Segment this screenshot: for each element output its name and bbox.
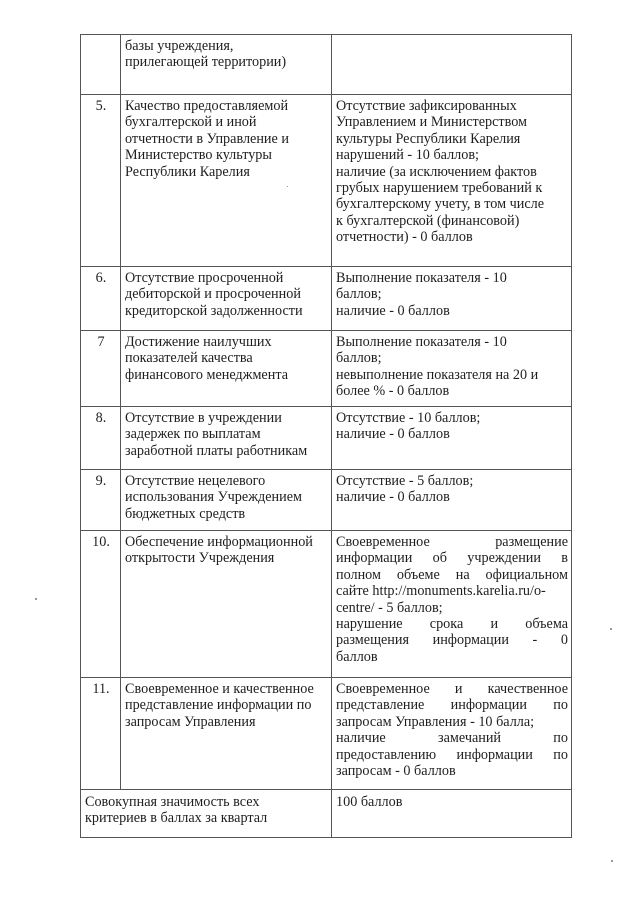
criterion-value-line: нарушений - 10 баллов;	[336, 147, 479, 164]
total-value-cell	[332, 790, 572, 838]
scan-speck	[610, 628, 612, 630]
criterion-value-line: наличие (за исключением фактов	[336, 163, 537, 180]
table-row	[81, 95, 572, 267]
criterion-name-line: отчетности в Управление и	[125, 130, 289, 147]
criterion-name-line: использования Учреждением	[125, 489, 302, 506]
criterion-value-line: предоставлению информации по	[336, 746, 568, 763]
criterion-name-cell	[121, 331, 332, 407]
criterion-value-cell	[332, 407, 572, 470]
criterion-name-line: запросам Управления	[125, 713, 256, 730]
table-row	[81, 470, 572, 531]
criterion-name-line: Отсутствие в учреждении	[125, 410, 282, 426]
criterion-value-line: Выполнение показателя - 10	[336, 334, 507, 350]
criterion-value-line: бухгалтерскому учету, в том числе	[336, 196, 545, 213]
criterion-name-cell	[121, 470, 332, 531]
criterion-name-line: представление информации по	[125, 697, 312, 714]
criterion-name-line: заработной платы работникам	[125, 442, 308, 459]
criterion-name-cell	[121, 678, 332, 790]
criterion-value-line: отчетности) - 0 баллов	[336, 229, 473, 246]
criterion-name-cell	[121, 35, 332, 95]
criterion-value-cell	[332, 267, 572, 331]
criterion-name-line: кредиторской задолженности	[125, 302, 303, 319]
criterion-name-line: Своевременное и качественное	[125, 681, 314, 697]
criterion-value-line: наличие замечаний по	[336, 730, 568, 747]
table-row	[81, 267, 572, 331]
criterion-value-line: невыполнение показателя на 20 и	[336, 366, 539, 383]
criterion-value-line: более % - 0 баллов	[336, 383, 450, 400]
total-label-line: Совокупная значимость всех	[85, 794, 260, 810]
scan-speck	[611, 860, 613, 862]
criterion-value-line: баллов;	[336, 350, 382, 367]
criterion-name-line: дебиторской и просроченной	[125, 286, 301, 303]
criterion-name-line: Отсутствие просроченной	[125, 270, 284, 286]
criterion-value-line: Отсутствие - 5 баллов;	[336, 473, 474, 489]
criterion-value-line: полном объеме на официальном	[336, 566, 568, 583]
row-number-cell	[81, 35, 121, 95]
scan-speck	[287, 186, 288, 187]
criterion-name-line: Отсутствие нецелевого	[125, 473, 266, 489]
criterion-name-line: бюджетных средств	[125, 505, 246, 522]
criterion-name-line: показателей качества	[125, 350, 253, 367]
criterion-value-line: Своевременное размещение	[336, 534, 568, 550]
row-number-cell: 11.	[81, 678, 121, 790]
criterion-value-line: сайте http://monuments.karelia.ru/o-	[336, 583, 546, 600]
criterion-value-line: запросам Управления - 10 балла;	[336, 713, 535, 730]
criterion-name-cell	[121, 531, 332, 678]
criterion-name-line: бухгалтерской и иной	[125, 114, 257, 131]
total-label-line: критериев в баллах за квартал	[85, 810, 268, 827]
criterion-name-line: Качество предоставляемой	[125, 98, 289, 114]
criterion-name-cell	[121, 95, 332, 267]
criterion-value-line: наличие - 0 баллов	[336, 302, 450, 319]
criterion-value-line: нарушение срока и объема	[336, 616, 568, 633]
criterion-value-line: баллов;	[336, 286, 382, 303]
row-number-cell: 5.	[81, 95, 121, 267]
criterion-value-line: Отсутствие зафиксированных	[336, 98, 517, 114]
criterion-name-line: задержек по выплатам	[125, 426, 261, 443]
total-value: 100 баллов	[336, 794, 403, 810]
criterion-value-line: наличие - 0 баллов	[336, 489, 450, 506]
criterion-value-line: centre/ - 5 баллов;	[336, 599, 443, 616]
criterion-value-line: культуры Республики Карелия	[336, 130, 521, 147]
criterion-value-cell	[332, 95, 572, 267]
criterion-value-line: грубых нарушением требований к	[336, 180, 543, 197]
criterion-value-line: размещения информации - 0	[336, 632, 568, 649]
criterion-name-line: базы учреждения,	[125, 38, 234, 54]
criterion-value-line: наличие - 0 баллов	[336, 426, 450, 443]
row-number-cell: 6.	[81, 267, 121, 331]
criterion-value-line: представление информации по	[336, 697, 568, 714]
total-label-cell	[81, 790, 332, 838]
criterion-value-cell	[332, 678, 572, 790]
criterion-value-line: Выполнение показателя - 10	[336, 270, 507, 286]
row-number-cell: 7	[81, 331, 121, 407]
row-number-cell: 10.	[81, 531, 121, 678]
criterion-value-cell	[332, 35, 572, 95]
criterion-name-line: прилегающей территории)	[125, 54, 287, 71]
table-row	[81, 531, 572, 678]
criterion-name-line: финансового менеджмента	[125, 366, 288, 383]
criterion-value-line: Своевременное и качественное	[336, 681, 568, 697]
criteria-table	[80, 34, 572, 838]
criterion-value-cell	[332, 531, 572, 678]
criterion-name-line: Достижение наилучших	[125, 334, 272, 350]
criterion-name-line: Республики Карелия	[125, 163, 250, 180]
table-row	[81, 678, 572, 790]
criterion-name-line: Обеспечение информационной	[125, 534, 313, 550]
criterion-value-cell	[332, 331, 572, 407]
criterion-name-line: Министерство культуры	[125, 147, 272, 164]
criterion-name-cell	[121, 267, 332, 331]
criterion-value-cell	[332, 470, 572, 531]
criterion-value-line: информации об учреждении в	[336, 550, 568, 567]
criterion-value-line: к бухгалтерской (финансовой)	[336, 212, 520, 229]
table-row	[81, 331, 572, 407]
criterion-value-line: Управлением и Министерством	[336, 114, 527, 131]
table-row	[81, 35, 572, 95]
table-row	[81, 407, 572, 470]
criterion-value-line: запросам - 0 баллов	[336, 763, 456, 780]
total-row	[81, 790, 572, 838]
criterion-name-line: открытости Учреждения	[125, 550, 275, 567]
row-number-cell: 8.	[81, 407, 121, 470]
scan-speck	[35, 598, 37, 600]
row-number-cell: 9.	[81, 470, 121, 531]
criterion-value-line: баллов	[336, 648, 378, 665]
criterion-name-cell	[121, 407, 332, 470]
criterion-value-line: Отсутствие - 10 баллов;	[336, 410, 481, 426]
